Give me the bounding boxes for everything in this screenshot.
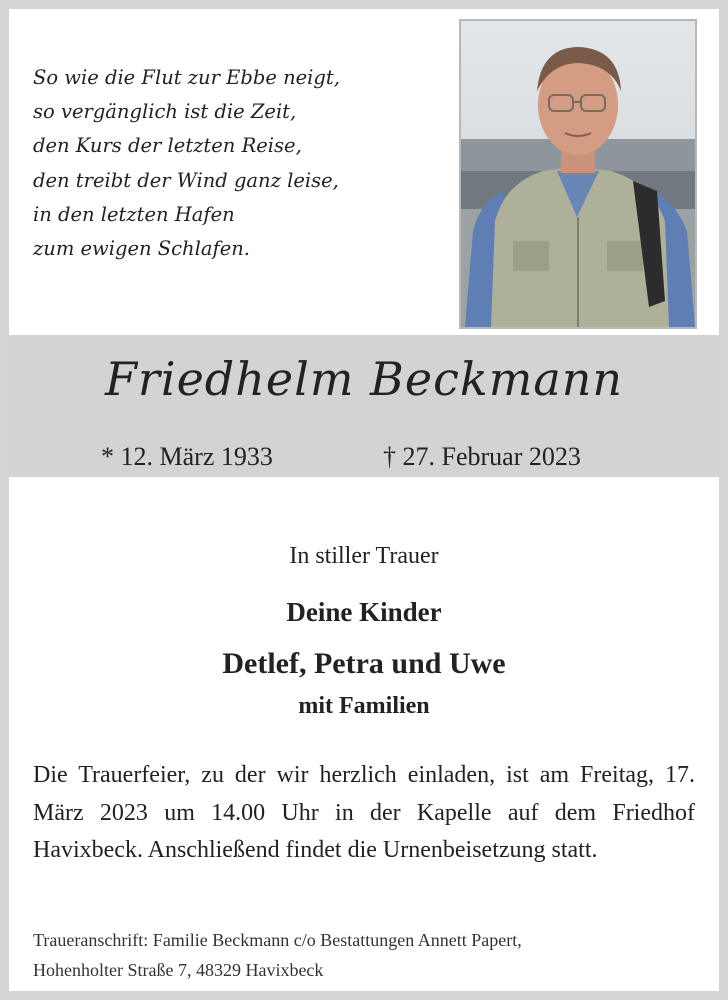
portrait-photo <box>459 19 697 329</box>
poem-line: so vergänglich ist die Zeit, <box>33 100 297 124</box>
poem-line: So wie die Flut zur Ebbe neigt, <box>33 66 340 89</box>
mourning-intro: In stiller Trauer <box>289 543 439 569</box>
address-line: Hohenholter Straße 7, 48329 Havixbeck <box>33 960 324 980</box>
poem-line: den Kurs der letzten Reise, <box>33 134 302 158</box>
poem-line: den treibt der Wind ganz leise, <box>33 168 339 192</box>
birth-date: * 12. März 1933 <box>101 442 273 471</box>
mourners-line: Deine Kinder <box>286 597 442 627</box>
mourners-names: Detlef, Petra und Uwe <box>222 647 506 680</box>
address-line: Traueranschrift: Familie Beckmann c/o Bestattungen Annett Papert, <box>33 930 522 950</box>
mourners-families: mit Familien <box>298 693 430 719</box>
obituary-card <box>9 9 719 991</box>
death-date: † 27. Februar 2023 <box>383 442 581 471</box>
poem <box>33 61 453 266</box>
poem-line: zum ewigen Schlafen. <box>33 237 250 261</box>
mourning-address <box>33 925 703 985</box>
ceremony-text: Die Trauerfeier, zu der wir herzlich einladen, ist am Freitag, 17. März 2023 um 14.00 Uhr in der Kapelle auf dem Friedhof Havixbeck. Anschließend findet die Urnenbeisetzung statt. <box>33 762 695 863</box>
deceased-name: Friedhelm Beckmann <box>104 352 624 406</box>
poem-line: in den letzten Hafen <box>33 202 235 226</box>
